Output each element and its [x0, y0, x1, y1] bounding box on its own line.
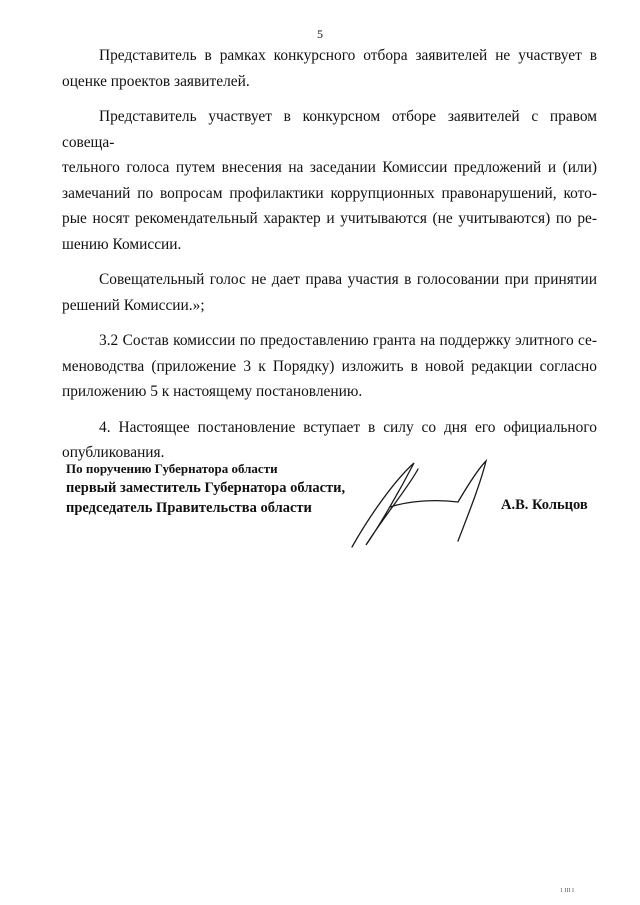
text-line: Представитель участвует в конкурсном отборе заявителей с правом совеща- — [62, 108, 597, 151]
footer-mark: 1 III I — [560, 888, 574, 894]
paragraph-representative-evaluation — [62, 43, 597, 94]
paragraph-commission-composition — [62, 328, 597, 405]
text-line: опубликования. — [62, 444, 165, 461]
text-line: меноводства (приложение 3 к Порядку) изложить в новой редакции согласно — [62, 357, 597, 375]
paragraph-advisory-vote — [62, 104, 597, 257]
text-line: 3.2 Состав комиссии по предоставлению гранта на поддержку элитного се- — [99, 332, 597, 349]
page-number: 5 — [317, 27, 323, 41]
text-line: 4. Настоящее постановление вступает в силу со дня его официального — [99, 418, 597, 436]
text-line: рые носят рекомендательный характер и учитываются (не учитываются) по ре- — [62, 210, 597, 227]
text-line: оценке проектов заявителей. — [62, 72, 250, 90]
signature-authority: По поручению Губернатора области — [66, 461, 278, 476]
text-line: Совещательный голос не дает права участия в голосовании при принятии — [99, 271, 597, 288]
paragraph-voting-rights — [62, 267, 597, 318]
document-body — [62, 43, 597, 476]
signature-position-2: председатель Правительства области — [66, 500, 312, 516]
text-line: решений Комиссии.»; — [62, 296, 205, 314]
signatory-name: А.В. Кольцов — [501, 497, 588, 513]
text-line: замечаний по вопросам профилактики коррупционных правонарушений, кото- — [62, 184, 597, 202]
handwritten-signature — [340, 455, 500, 555]
paragraph-entry-into-force — [62, 415, 597, 466]
text-line: Представитель в рамках конкурсного отбора заявителей не участвует в — [99, 47, 597, 64]
signature-position: первый заместитель Губернатора области, — [66, 480, 346, 496]
text-line: тельного голоса путем внесения на заседании Комиссии предложений и (или) — [62, 159, 597, 176]
text-line: приложению 5 к настоящему постановлению. — [62, 383, 363, 400]
text-line: шению Комиссии. — [62, 235, 182, 253]
